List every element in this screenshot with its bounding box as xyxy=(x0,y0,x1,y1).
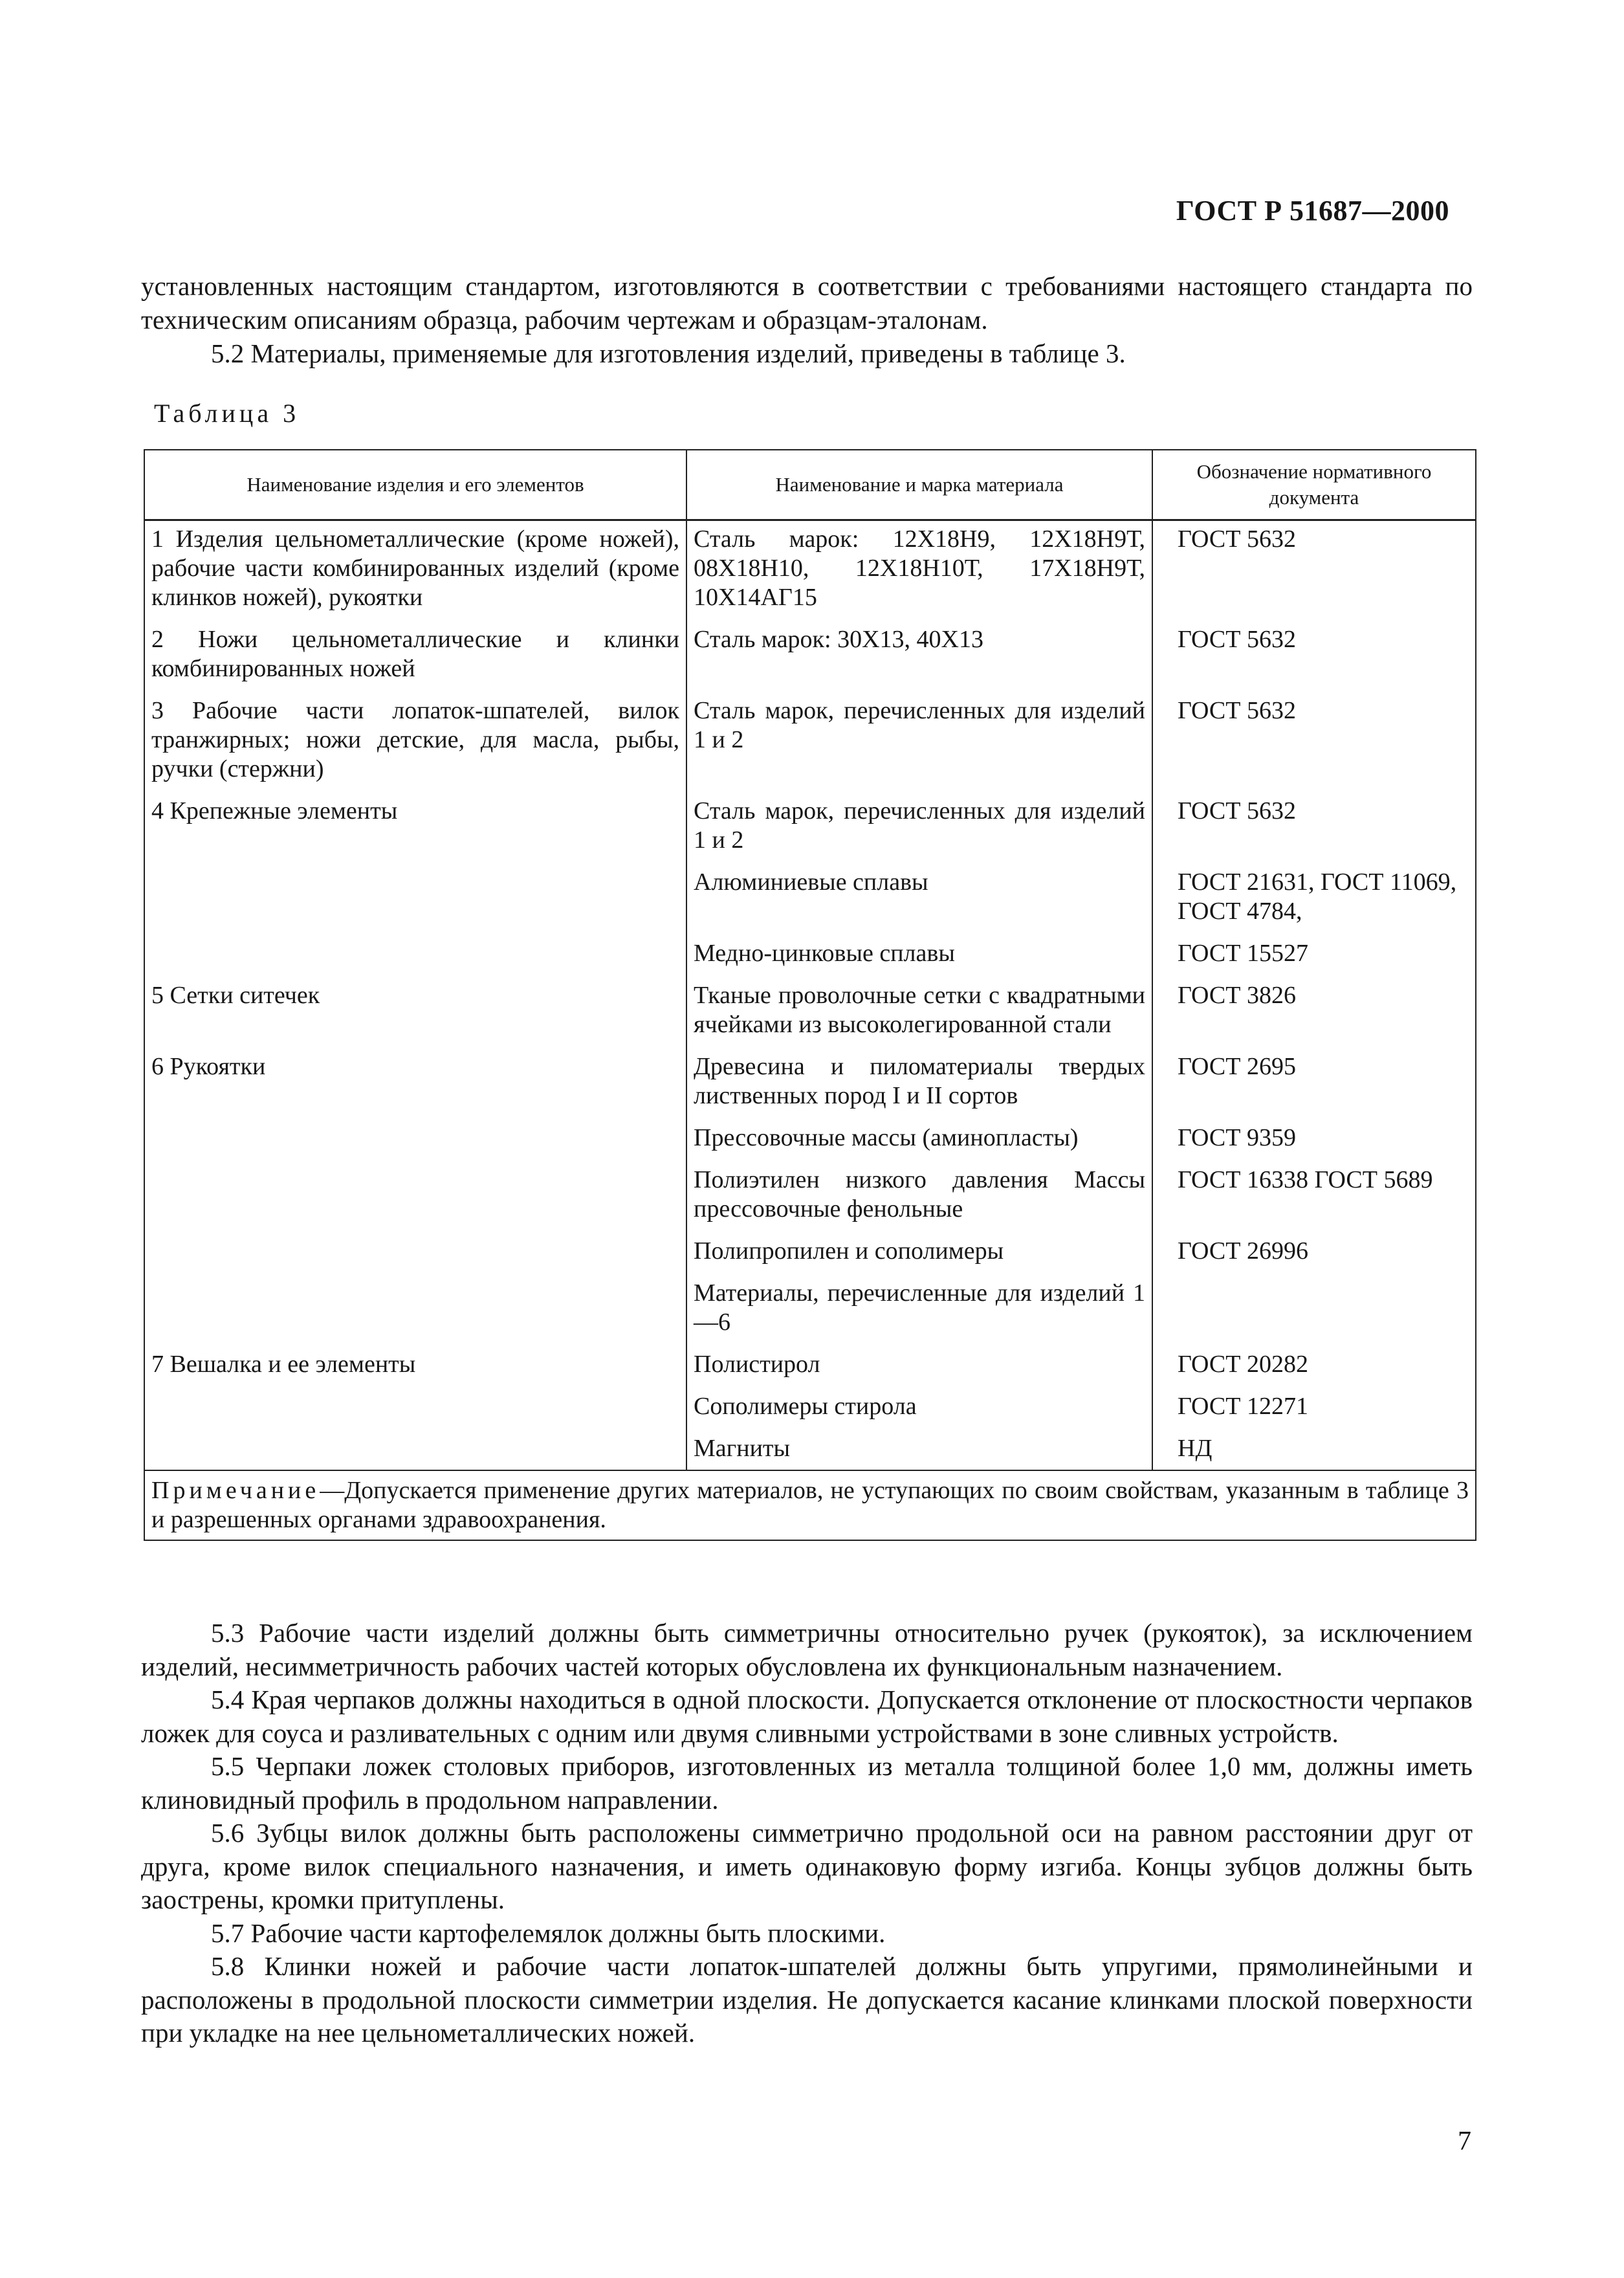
table-row xyxy=(144,1048,1476,1120)
table-header-row xyxy=(144,450,1476,520)
material-cell: Сополимеры стирола xyxy=(686,1388,1152,1430)
item-cell xyxy=(144,1233,686,1275)
table-row xyxy=(144,1162,1476,1233)
item-cell: 5 Сетки ситечек xyxy=(144,977,686,1048)
item-cell: 2 Ножи цельнометаллические и клинки комбинированных ножей xyxy=(144,621,686,692)
material-cell: Полистирол xyxy=(686,1346,1152,1388)
table-row xyxy=(144,1120,1476,1162)
header-item: Наименование изделия и его элементов xyxy=(144,450,686,520)
table-row xyxy=(144,977,1476,1048)
table-row xyxy=(144,1430,1476,1470)
document-cell: ГОСТ 15527 xyxy=(1152,935,1476,977)
item-cell: 6 Рукоятки xyxy=(144,1048,686,1120)
paragraph-5-5: 5.5 Черпаки ложек столовых приборов, изготовленных из металла толщиной более 1,0 мм, должны иметь клиновидный профиль в продольном направлении. xyxy=(141,1751,1473,1815)
header-material: Наименование и марка материала xyxy=(686,450,1152,520)
note-label: Примечание xyxy=(151,1477,320,1504)
table-row xyxy=(144,1275,1476,1346)
material-cell: Сталь марок, перечисленных для изделий 1 и 2 xyxy=(686,793,1152,864)
page-number: 7 xyxy=(1458,2127,1471,2156)
document-cell: НД xyxy=(1152,1430,1476,1470)
table-row xyxy=(144,1233,1476,1275)
paragraph-5-4: 5.4 Края черпаков должны находиться в одной плоскости. Допускается отклонение от плоскостности черпаков ложек для соуса и разливательных с одним или двумя сливными устройствами в зоне сливных устройств. xyxy=(141,1685,1473,1748)
table-note xyxy=(144,1470,1476,1540)
table-row xyxy=(144,793,1476,864)
document-cell: ГОСТ 26996 xyxy=(1152,1233,1476,1275)
document-cell: ГОСТ 5632 xyxy=(1152,692,1476,793)
item-cell: 7 Вешалка и ее элементы xyxy=(144,1346,686,1388)
item-cell xyxy=(144,1120,686,1162)
item-cell: 4 Крепежные элементы xyxy=(144,793,686,864)
item-cell xyxy=(144,864,686,935)
item-cell xyxy=(144,1388,686,1430)
document-cell xyxy=(1152,1275,1476,1346)
material-cell: Древесина и пиломатериалы твердых лиственных пород I и II сортов xyxy=(686,1048,1152,1120)
material-cell: Сталь марок: 12Х18Н9, 12Х18Н9Т, 08Х18Н10, 12Х18Н10Т, 17Х18Н9Т, 10Х14АГ15 xyxy=(686,520,1152,622)
paragraph-5-6: 5.6 Зубцы вилок должны быть расположены симметрично продольной оси на равном расстоянии друг от друга, кроме вилок специального назначения, и иметь одинаковую форму изгиба. Концы зубцов должны быть заострены, кромки притуплены. xyxy=(141,1818,1473,1914)
material-cell: Сталь марок, перечисленных для изделий 1 и 2 xyxy=(686,692,1152,793)
table-label: Таблица 3 xyxy=(154,399,300,428)
document-cell: ГОСТ 20282 xyxy=(1152,1346,1476,1388)
table-row xyxy=(144,621,1476,692)
item-cell xyxy=(144,1430,686,1470)
material-cell: Алюминиевые сплавы xyxy=(686,864,1152,935)
document-cell: ГОСТ 9359 xyxy=(1152,1120,1476,1162)
document-cell: ГОСТ 2695 xyxy=(1152,1048,1476,1120)
document-cell: ГОСТ 3826 xyxy=(1152,977,1476,1048)
item-cell: 1 Изделия цельнометаллические (кроме ножей), рабочие части комбинированных изделий (кроме клинков ножей), рукоятки xyxy=(144,520,686,622)
document-cell: ГОСТ 21631, ГОСТ 11069, ГОСТ 4784, xyxy=(1152,864,1476,935)
table-note-row xyxy=(144,1470,1476,1540)
document-code: ГОСТ Р 51687—2000 xyxy=(1176,195,1449,227)
paragraph-5-8: 5.8 Клинки ножей и рабочие части лопаток-шпателей должны быть упругими, прямолинейными и расположены в продольной плоскости симметрии изделия. Не допускается касание клинками плоской поверхности при укладке на нее цельнометаллических ножей. xyxy=(141,1951,1473,2048)
paragraph-5-2: 5.2 Материалы, применяемые для изготовления изделий, приведены в таблице 3. xyxy=(211,338,1126,368)
body-text xyxy=(141,1617,1473,2050)
header-document: Обозначение нормативного документа xyxy=(1152,450,1476,520)
item-cell xyxy=(144,1162,686,1233)
intro-text xyxy=(141,269,1473,370)
item-cell xyxy=(144,1275,686,1346)
material-cell: Тканые проволочные сетки с квадратными ячейками из высоколегированной стали xyxy=(686,977,1152,1048)
table-row xyxy=(144,1346,1476,1388)
document-cell: ГОСТ 16338 ГОСТ 5689 xyxy=(1152,1162,1476,1233)
paragraph-5-7: 5.7 Рабочие части картофелемялок должны быть плоскими. xyxy=(211,1918,886,1948)
material-cell: Медно-цинковые сплавы xyxy=(686,935,1152,977)
item-cell xyxy=(144,935,686,977)
material-cell: Сталь марок: 30Х13, 40Х13 xyxy=(686,621,1152,692)
table-row xyxy=(144,692,1476,793)
paragraph-5-3: 5.3 Рабочие части изделий должны быть симметричны относительно ручек (рукояток), за исключением изделий, несимметричность рабочих частей которых обусловлена их функциональным назначением. xyxy=(141,1618,1473,1681)
note-text: —Допускается применение других материалов, не уступающих по своим свойствам, указанным в таблице 3 и разрешенных органами здравоохранения. xyxy=(151,1477,1469,1533)
material-cell: Полиэтилен низкого давления Массы прессовочные фенольные xyxy=(686,1162,1152,1233)
material-cell: Полипропилен и сополимеры xyxy=(686,1233,1152,1275)
material-cell: Прессовочные массы (аминопласты) xyxy=(686,1120,1152,1162)
document-cell: ГОСТ 5632 xyxy=(1152,793,1476,864)
material-cell: Материалы, перечисленные для изделий 1—6 xyxy=(686,1275,1152,1346)
document-cell: ГОСТ 5632 xyxy=(1152,520,1476,622)
material-cell: Магниты xyxy=(686,1430,1152,1470)
item-cell: 3 Рабочие части лопаток-шпателей, вилок транжирных; ножи детские, для масла, рыбы, ручки (стержни) xyxy=(144,692,686,793)
table-row xyxy=(144,935,1476,977)
document-cell: ГОСТ 12271 xyxy=(1152,1388,1476,1430)
materials-table xyxy=(144,449,1476,1541)
paragraph-continuation: установленных настоящим стандартом, изготовляются в соответствии с требованиями настоящего стандарта по техническим описаниям образца, рабочим чертежам и образцам-эталонам. xyxy=(141,271,1473,335)
table-row xyxy=(144,1388,1476,1430)
table-row xyxy=(144,520,1476,622)
table-row xyxy=(144,864,1476,935)
document-cell: ГОСТ 5632 xyxy=(1152,621,1476,692)
